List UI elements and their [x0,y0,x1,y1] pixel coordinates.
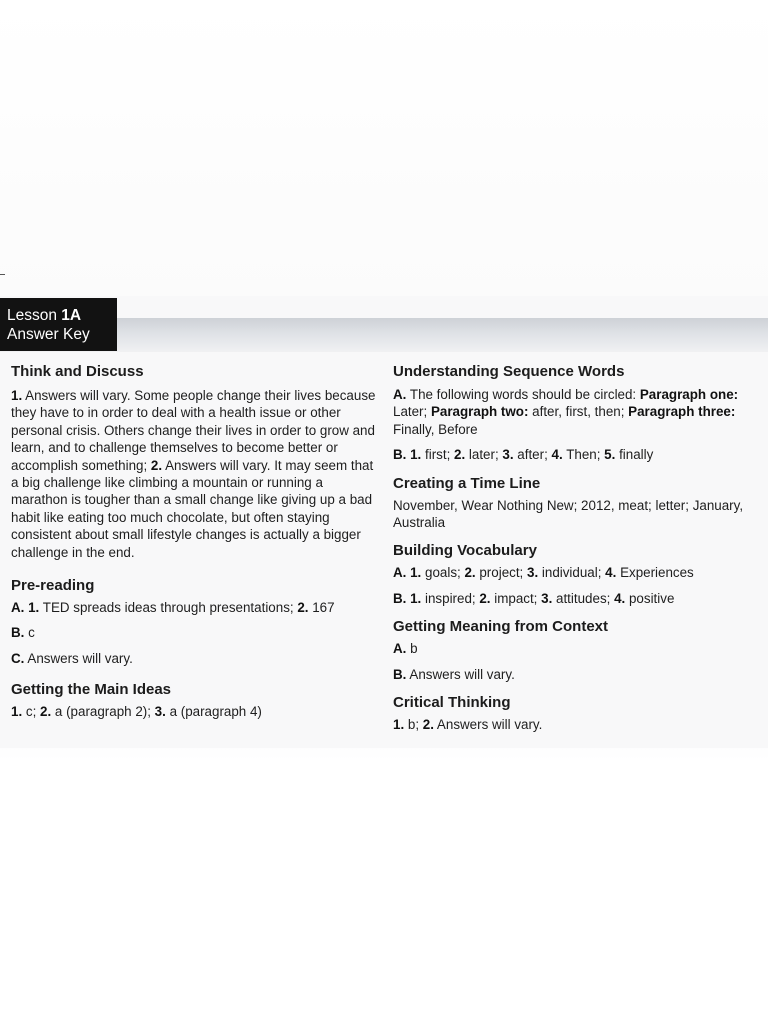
section-title: Understanding Sequence Words [393,363,625,380]
section-pre-reading [11,576,376,667]
section-title: Critical Thinking [393,694,511,712]
section-meaning-context [393,617,758,683]
section-title: Think and Discuss [11,363,144,380]
section-title: Creating a Time Line [393,474,541,492]
time-line-answer: November, Wear Nothing New; 2012, meat; letter; January, Australia [393,497,744,531]
think-discuss-answer: 1. Answers will vary. Some people change their lives because they have to in order to deal with a health issue or other personal crisis. Others change their lives in order to grow and learn, and to challenge themselves to become better or accomplish something; 2. Answers will vary. It may seem that a big challenge like climbing a mountain or running a marathon is tougher than a small change like giving up a bad habit like eating too much chocolate, but often staying consistent about small lifestyle changes is actually a bigger challenge in the end. [11,388,376,560]
sequence-words-a: A. The following words should be circled: Paragraph one: Later; Paragraph two: after, first, then; Paragraph three: Finally, Before [393,387,739,437]
section-sequence-words [393,362,758,464]
section-main-ideas [11,680,376,720]
main-ideas-answers: 1. c; 2. a (paragraph 2); 3. a (paragraph 4) [11,704,262,720]
section-time-line [393,474,758,532]
section-vocabulary [393,541,758,607]
meaning-context-b: B. Answers will vary. [393,666,515,682]
section-critical-thinking [393,693,758,733]
section-think-discuss [11,362,376,561]
vocabulary-a: A. 1. goals; 2. project; 3. individual; 4. Experiences [393,565,694,581]
left-column [11,362,376,721]
section-title: Getting the Main Ideas [11,681,172,699]
vocabulary-b: B. 1. inspired; 2. impact; 3. attitudes; 4. positive [393,590,675,606]
lesson-number: 1A [61,307,82,324]
section-title: Pre-reading [11,577,95,595]
answer-key-label: Answer Key [7,326,90,343]
right-column [393,362,758,733]
critical-thinking-answers: 1. b; 2. Answers will vary. [393,717,543,733]
section-title: Building Vocabulary [393,542,537,560]
pre-reading-b: B. c [11,625,35,641]
lesson-title: Lesson 1A [7,307,82,324]
sequence-words-b: B. 1. first; 2. later; 3. after; 4. Then; 5. finally [393,447,654,463]
section-title: Getting Meaning from Context [393,618,608,636]
lesson-label-box [0,298,117,351]
pre-reading-a: A. 1. TED spreads ideas through presentations; 2. 167 [11,600,335,616]
pre-reading-c: C. Answers will vary. [11,650,133,666]
meaning-context-a: A. b [393,641,418,657]
edge-mark [0,274,5,275]
